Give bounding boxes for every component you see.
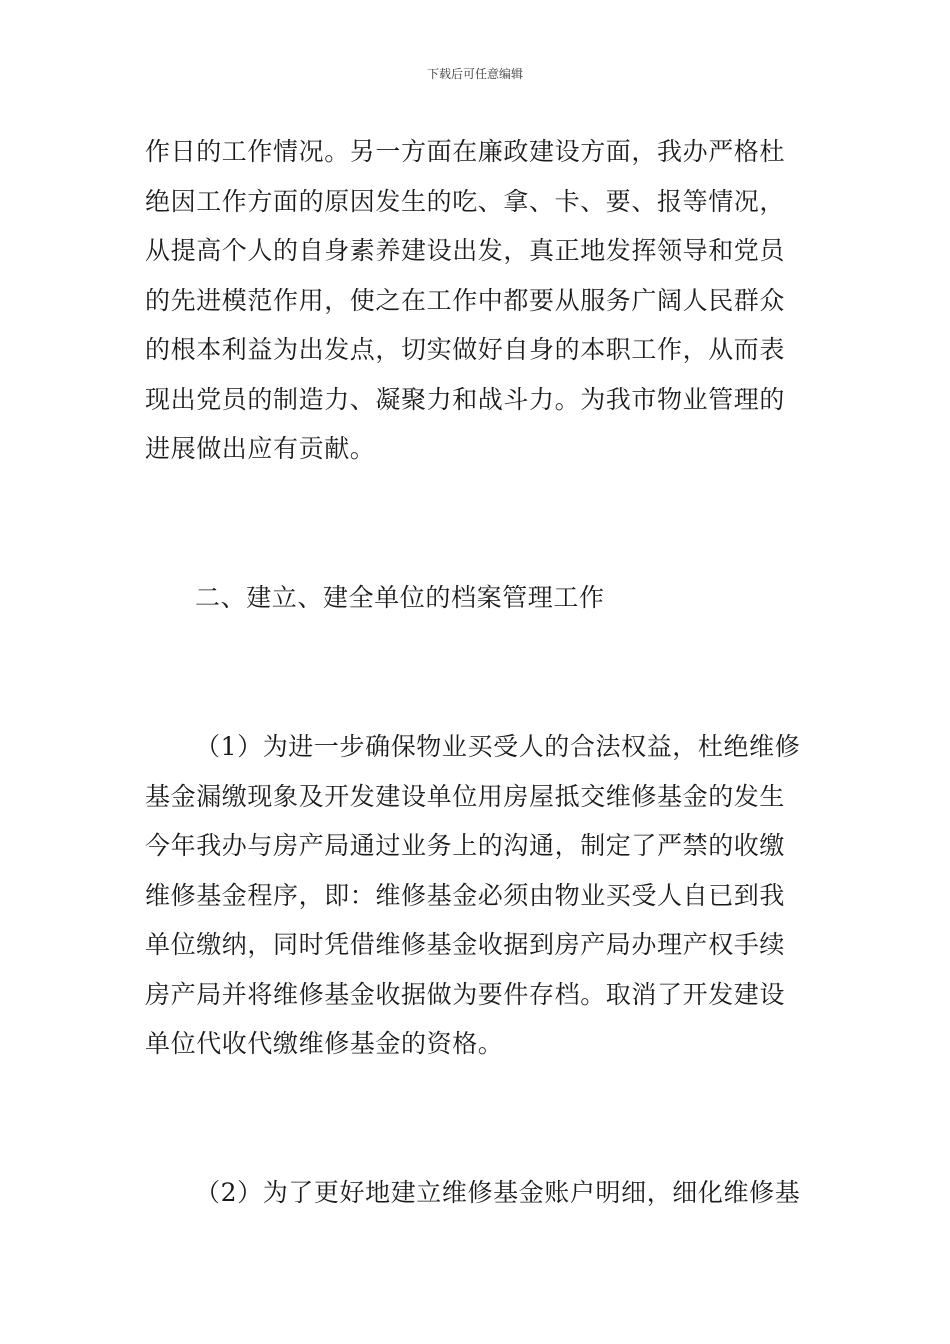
text-line: 维修基金程序，即：维修基金必须由物业买受人自已到我 — [145, 880, 786, 910]
text-line: 从提高个人的自身素养建设出发，真正地发挥领导和党员 — [145, 236, 786, 265]
paragraph-item-1 — [145, 722, 810, 1069]
text-line: （2）为了更好地建立维修基金账户明细，细化维修基 — [195, 1178, 801, 1207]
page-header: 下载后可任意编辑 — [426, 67, 523, 81]
text-line: 的先进模范作用，使之在工作中都要从服务广阔人民群众 — [145, 285, 786, 315]
text-line: 单位缴纳，同时凭借维修基金收据到房产局办理产权手续 — [145, 930, 786, 959]
section-heading-text: 二、建立、建全单位的档案管理工作 — [195, 583, 605, 612]
text-line: 单位代收代缴维修基金的资格。 — [145, 1029, 504, 1058]
text-line: 房产局并将维修基金收据做为要件存档。取消了开发建设 — [145, 979, 786, 1009]
text-line: 作日的工作情况。另一方面在廉政建设方面，我办严格杜 — [145, 137, 786, 166]
paragraph-integrity — [145, 127, 810, 474]
text-line: 现出党员的制造力、凝聚力和战斗力。为我市物业管理的 — [145, 384, 786, 414]
paragraph-item-2 — [145, 1168, 810, 1218]
text-line: 今年我办与房产局通过业务上的沟通，制定了严禁的收缴 — [145, 831, 786, 860]
text-line: 进展做出应有贡献。 — [145, 434, 376, 463]
text-line: （1）为进一步确保物业买受人的合法权益，杜绝维修 — [195, 732, 801, 761]
text-line: 绝因工作方面的原因发生的吃、拿、卡、要、报等情况， — [145, 186, 786, 216]
text-line: 的根本利益为出发点，切实做好自身的本职工作，从而表 — [145, 335, 786, 364]
text-line: 基金漏缴现象及开发建设单位用房屋抵交维修基金的发生 — [145, 781, 786, 811]
section-heading — [145, 573, 810, 623]
